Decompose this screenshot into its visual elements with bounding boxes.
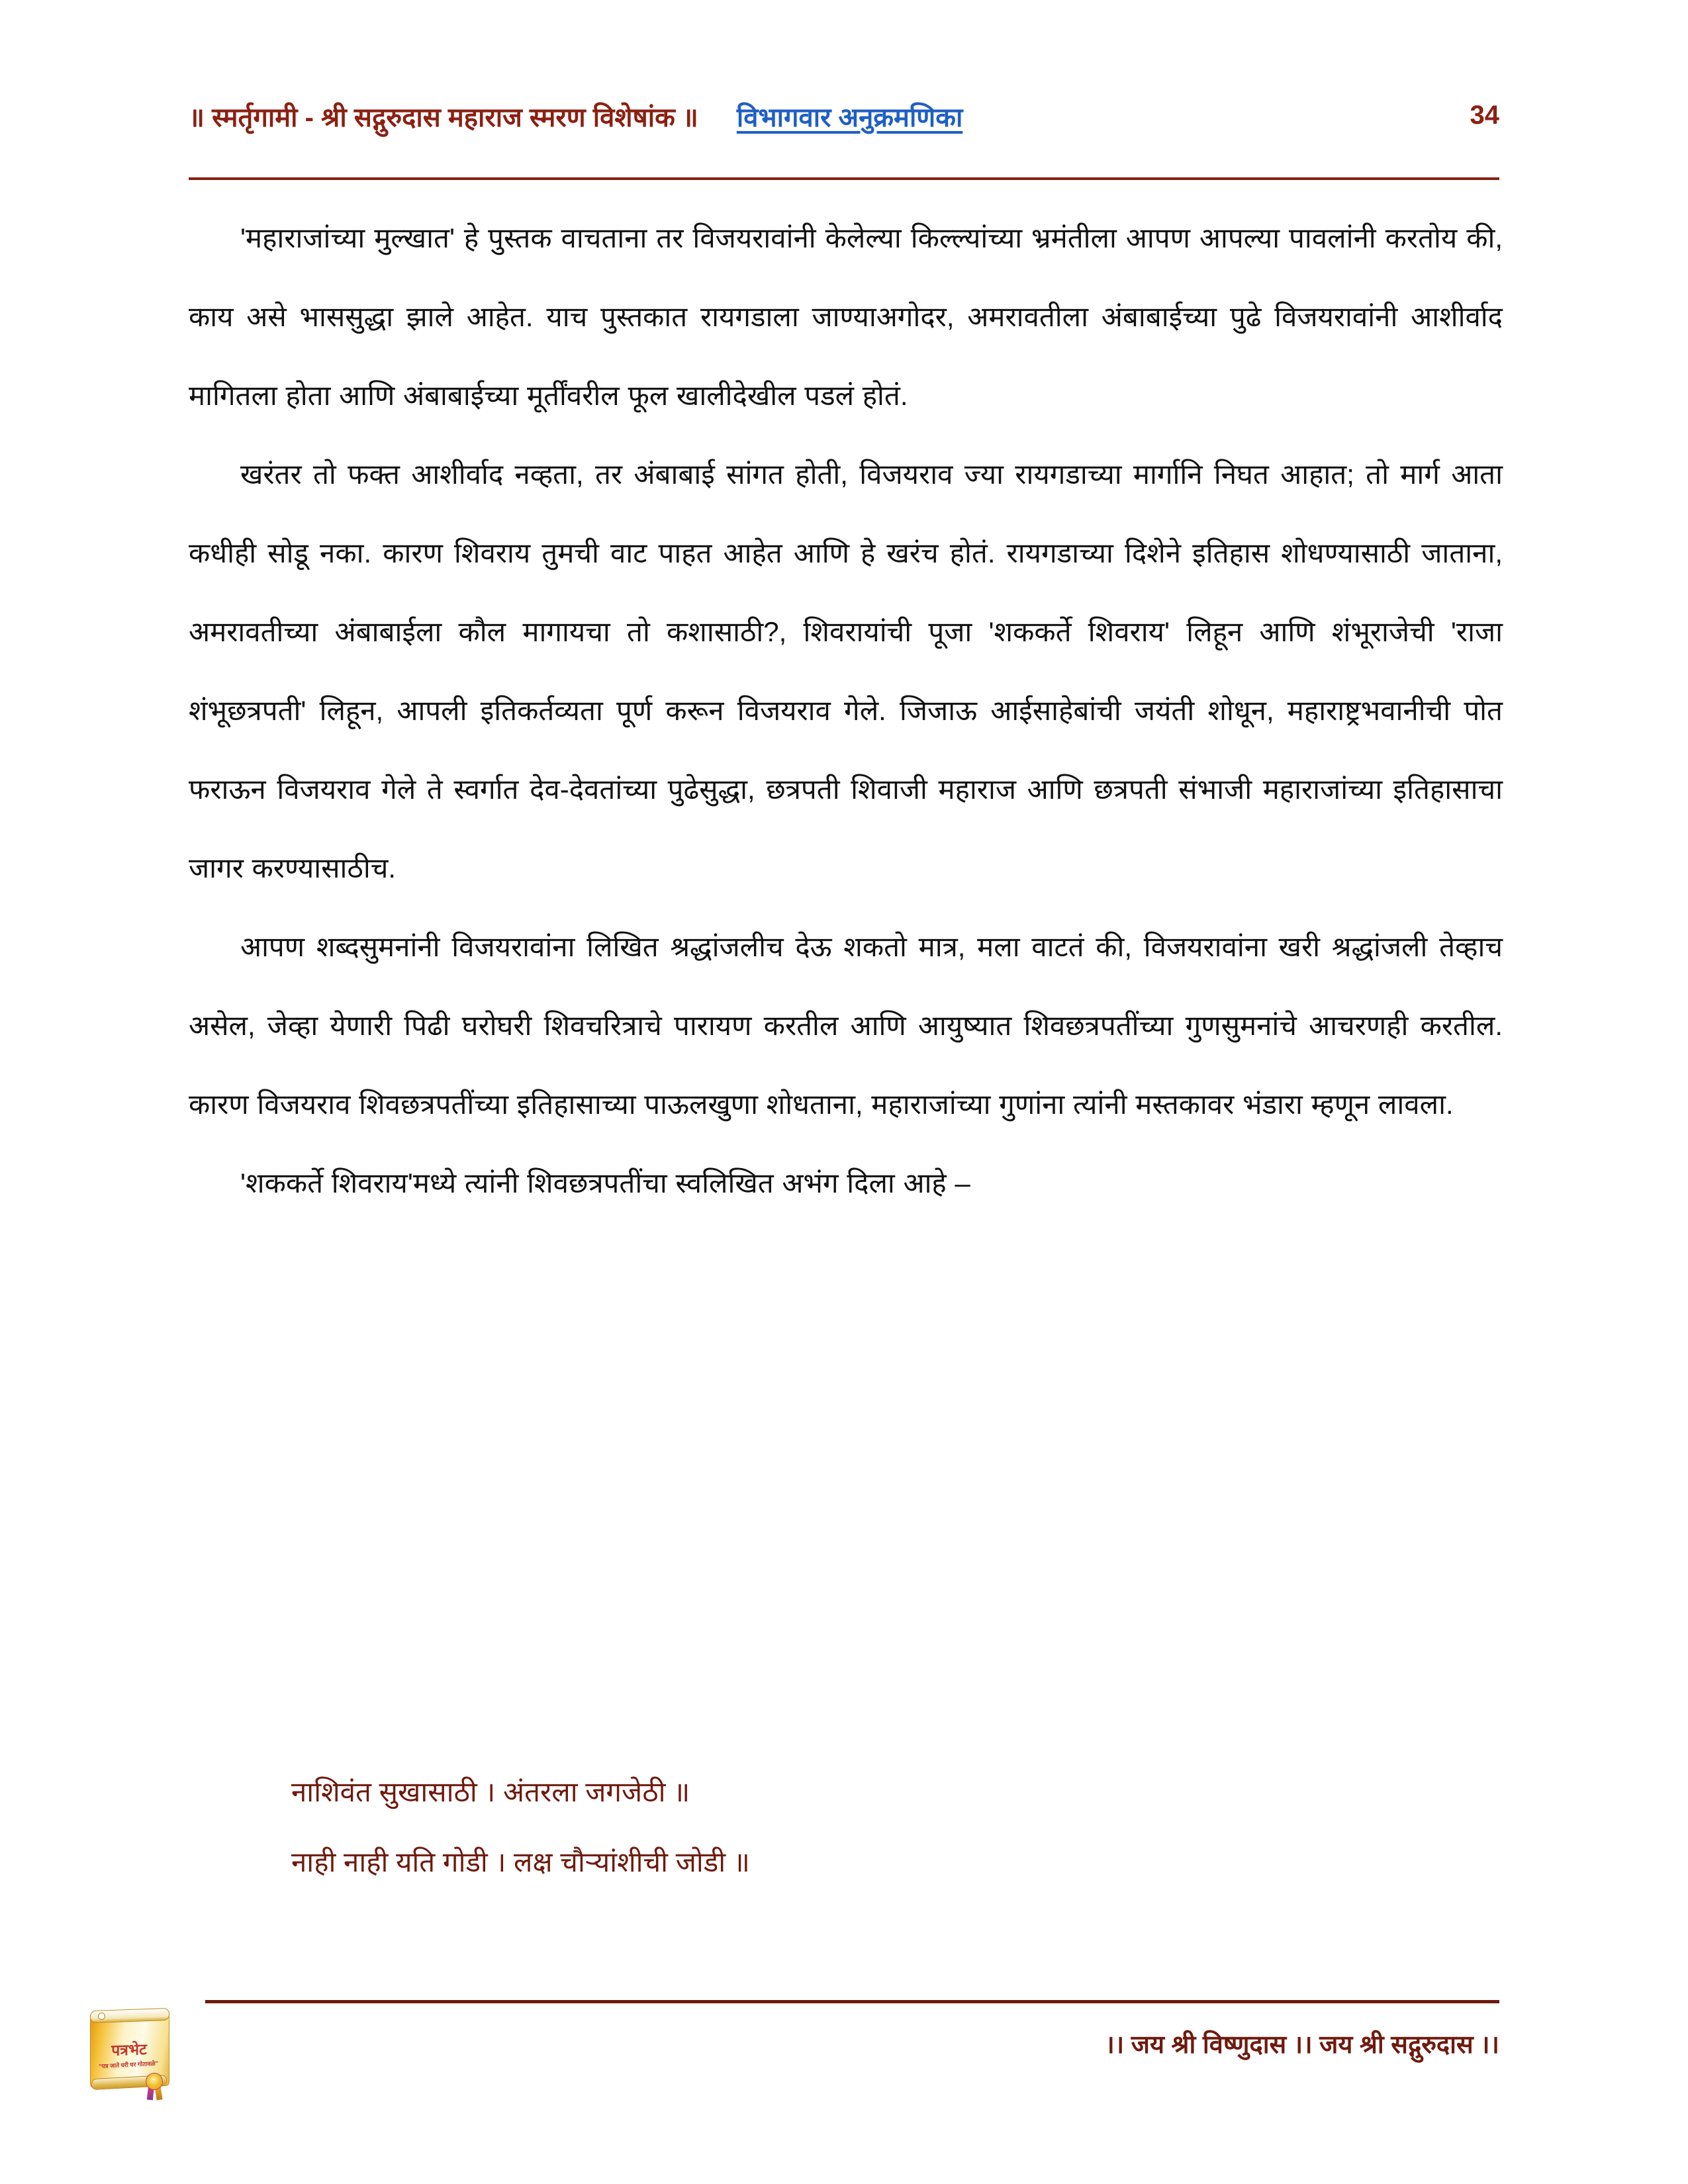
index-link[interactable]: विभागवार अनुक्रमणिका [736, 103, 963, 132]
scroll-hole [98, 2013, 105, 2020]
paragraph: 'महाराजांच्या मुल्खात' हे पुस्तक वाचताना तर विजयरावांनी केलेल्या किल्ल्यांच्या भ्रमंतीला आपण आपल्या पावलांनी करतोय की, काय असे भाससुद्धा झाले आहेत. याच पुस्तकात रायगडाला जाण्याअगोदर, अमरावतीला अंबाबाईच्या पुढे विजयरावांनी आशीर्वाद मागितला होता आणि अंबाबाईच्या मूर्तींवरील फूल खालीदेखील पडलं होतं. [189, 222, 1503, 411]
paragraph: 'शककर्ते शिवराय'मध्ये त्यांनी शिवछत्रपतींचा स्वलिखित अभंग दिला आहे – [240, 1167, 970, 1199]
paragraph: आपण शब्दसुमनांनी विजयरावांना लिखित श्रद्धांजलीच देऊ शकतो मात्र, मला वाटतं की, विजयरावांना खरी श्रद्धांजली तेव्हाच असेल, जेव्हा येणारी पिढी घरोघरी शिवचरित्राचे पारायण करतील आणि आयुष्यात शिवछत्रपतींच्या गुणसुमनांचे आचरणही करतील. कारण विजयराव शिवछत्रपतींच्या इतिहासाच्या पाऊलखुणा शोधताना, महाराजांच्या गुणांना त्यांनी मस्तकावर भंडारा म्हणून लावला. [189, 931, 1503, 1120]
logo-tagline: "पत्र जाते घरी घर गोतावळे" [99, 2060, 158, 2070]
footer-text: ।। जय श्री विष्णुदास ।। जय श्री सद्गुरुदास ।। [1105, 2031, 1499, 2059]
article-body [189, 199, 1503, 1222]
footer-divider [205, 2000, 1499, 2003]
verse-line: नाही नाही यति गोडी । लक्ष चौऱ्यांशीची जोडी ॥ [291, 1846, 750, 1878]
verse-line: नाशिवंत सुखासाठी । अंतरला जगजेठी ॥ [291, 1776, 690, 1807]
header-title: ॥ स्मर्तृगामी - श्री सद्गुरुदास महाराज स्मरण विशेषांक ॥ [189, 103, 698, 132]
seal-icon [146, 2073, 163, 2090]
page-header [189, 98, 1499, 146]
logo-word: पत्रभेट [111, 2040, 147, 2059]
header-divider [189, 177, 1499, 180]
paragraph: खरंतर तो फक्त आशीर्वाद नव्हता, तर अंबाबाई सांगत होती, विजयराव ज्या रायगडाच्या मार्गानि निघत आहात; तो मार्ग आता कधीही सोडू नका. कारण शिवराय तुमची वाट पाहत आहेत आणि हे खरंच होतं. रायगडाच्या दिशेने इतिहास शोधण्यासाठी जाताना, अमरावतीच्या अंबाबाईला कौल मागायचा तो कशासाठी?, शिवरायांची पूजा 'शककर्ते शिवराय' लिहून आणि शंभूराजेची 'राजा शंभूछत्रपती' लिहून, आपली इतिकर्तव्यता पूर्ण करून विजयराव गेले. जिजाऊ आईसाहेबांची जयंती शोधून, महाराष्ट्रभवानीची पोत फराऊन विजयराव गेले ते स्वर्गात देव-देवतांच्या पुढेसुद्धा, छत्रपती शिवाजी महाराज आणि छत्रपती संभाजी महाराजांच्या इतिहासाचा जागर करण्यासाठीच. [189, 459, 1503, 884]
verse-block [291, 1757, 1284, 1897]
patrabhet-logo-icon [85, 1999, 184, 2098]
page-number: 34 [1470, 101, 1499, 130]
